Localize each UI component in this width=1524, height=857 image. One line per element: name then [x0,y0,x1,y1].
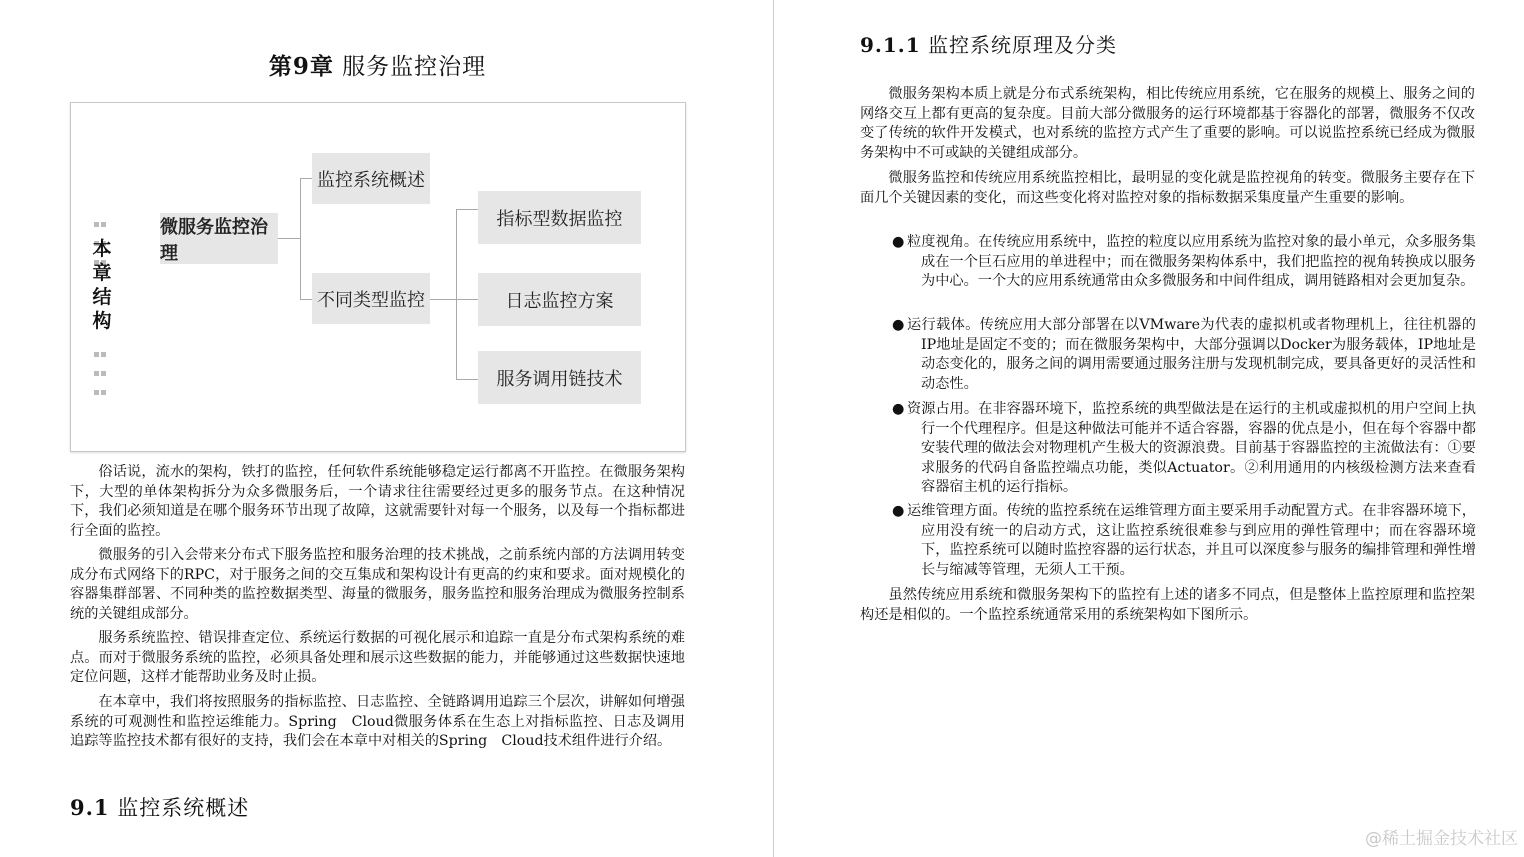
dots-bottom-icon [93,343,107,400]
paragraph: 微服务监控和传统应用系统监控相比，最明显的变化就是监控视角的转变。微服务主要存在下面几个关键因素的变化，而这些变化将对监控对象的指标数据采集度量产生重要的影响。 [860,170,1475,206]
diagram-node-logging: 日志监控方案 [478,273,641,326]
connector [456,379,478,380]
connector [456,299,478,300]
paragraph: 虽然传统应用系统和微服务架构下的监控有上述的诸多不同点，但是整体上监控原理和监控架构还是相似的。一个监控系统通常采用的系统架构如下图所示。 [860,587,1475,623]
diagram-node-tracing: 服务调用链技术 [478,351,641,404]
bullet-icon: ● [892,503,905,519]
bullet-item: ● 运维管理方面。传统的监控系统在运维管理方面主要采用手动配置方式。在非容器环境下，应用没有统一的启动方式，这让监控系统很难参与到应用的弹性管理中；而在容器环境下，监控系统可以随时监控容器的运行状态，并且可以深度参与服务的编排管理和弹性增长与缩减等管理，无须人工干预。 [892,503,1476,578]
connector [300,178,312,179]
bullet-icon: ● [892,401,905,417]
diagram-node-monitor-types: 不同类型监控 [312,273,430,324]
diagram-node-overview: 监控系统概述 [312,153,430,204]
subsection-name: 监控系统原理及分类 [928,33,1118,57]
bullet-icon: ● [892,317,905,333]
chapter-name: 服务监控治理 [342,54,487,80]
section-title [70,792,249,822]
paragraph: 微服务架构本质上就是分布式系统架构，相比传统应用系统，它在服务的规模上、服务之间的网络交互上都有更高的复杂度。目前大部分微服务的运行环境都基于容器化的部署，微服务不仅改变了传统的软件开发模式，也对系统的监控方式产生了重要的影响。可以说监控系统已经成为微服务架构中不可或缺的关键组成部分。 [860,86,1475,161]
bullet-item: ● 粒度视角。在传统应用系统中，监控的粒度以应用系统为监控对象的最小单元，众多服务集成在一个巨石应用的单进程中；而在微服务架构体系中，我们把监控的视角转换成以服务为中心。一个大的应用系统通常由众多微服务和中间件组成，调用链路相对会更加复杂。 [892,234,1476,289]
diagram-node-metrics: 指标型数据监控 [478,191,641,244]
diagram-side-label: 本章结构 [92,238,112,332]
paragraph: 微服务的引入会带来分布式下服务监控和服务治理的技术挑战，之前系统内部的方法调用转变成分布式网络下的RPC，对于服务之间的交互集成和架构设计有更高的约束和要求。面对规模化的容器集群部署、不同种类的监控数据类型、海量的微服务，服务监控和服务治理成为微服务控制系统的关键组成部分。 [70,547,685,622]
diagram-root-node: 微服务监控治理 [160,213,278,264]
connector [300,299,312,300]
subsection-number: 9.1.1 [860,33,921,57]
paragraph: 服务系统监控、错误排查定位、系统运行数据的可视化展示和追踪一直是分布式架构系统的难点。而对于微服务系统的监控，必须具备处理和展示这些数据的能力，并能够通过这些数据快速地定位问题，这样才能帮助业务及时止损。 [70,630,685,685]
watermark: @稀土掘金技术社区 [1365,829,1518,849]
paragraph: 俗话说，流水的架构，铁打的监控，任何软件系统能够稳定运行都离不开监控。在微服务架构下，大型的单体架构拆分为众多微服务后，一个请求往往需要经过更多的服务节点。在这种情况下，我们必须知道是在哪个服务环节出现了故障，这就需要针对每一个服务，以及每一个指标都进行全面的监控。 [70,464,685,539]
section-number: 9.1 [70,795,110,820]
connector [456,209,457,379]
chapter-number: 第9章 [268,53,334,80]
connector [278,238,300,239]
connector [300,178,301,299]
section-name: 监控系统概述 [117,796,250,820]
chapter-title [0,48,755,81]
chapter-structure-diagram [70,102,686,452]
connector [456,209,478,210]
paragraph: 在本章中，我们将按照服务的指标监控、日志监控、全链路调用追踪三个层次，讲解如何增强系统的可观测性和监控运维能力。Spring Cloud微服务体系在生态上对指标监控、日志及调用追踪等监控技术都有很好的支持，我们会在本章中对相关的Spring Cloud技术组件进行介绍。 [70,694,685,749]
bullet-item: ● 运行载体。传统应用大部分部署在以VMware为代表的虚拟机或者物理机上，往往机器的IP地址是固定不变的；而在微服务架构中，大部分强调以Docker为服务载体，IP地址是动态变化的，服务之间的调用需要通过服务注册与发现机制完成，要具备更好的灵活性和动态性。 [892,317,1476,392]
subsection-title [860,29,1117,58]
bullet-item: ● 资源占用。在非容器环境下，监控系统的典型做法是在运行的主机或虚拟机的用户空间上执行一个代理程序。但是这种做法可能并不适合容器，容器的优点是小，但在每个容器中都安装代理的做法会对物理机产生极大的资源浪费。目前基于容器监控的主流做法有：①要求服务的代码自备监控端点功能，类似Actuator。②利用通用的内核级检测方法来查看容器宿主机的运行指标。 [892,401,1476,495]
connector [430,299,456,300]
bullet-icon: ● [892,234,905,250]
